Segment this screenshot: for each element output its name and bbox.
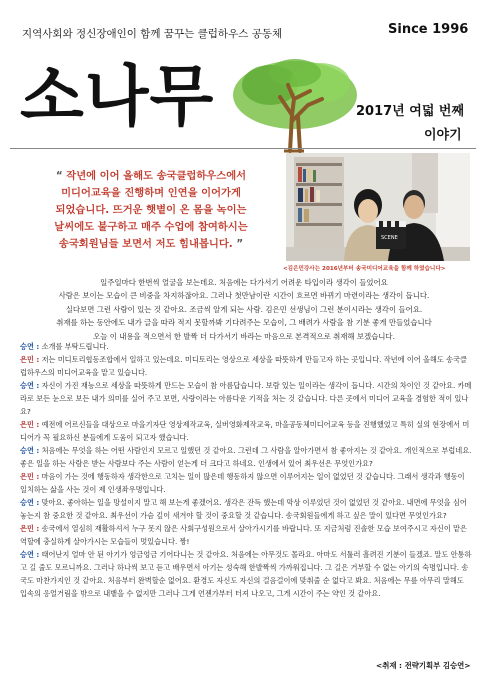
question-speaker-label: 승연 : bbox=[20, 342, 40, 351]
interview-question bbox=[20, 548, 472, 600]
reporter-credit: <취재 : 전략기획부 김승연> bbox=[376, 661, 471, 670]
qa-text: 예전에 어르신들을 대상으로 마을기자단 영상제작교육, 실버영화제작교육, 마을공동체미디어교육 등을 진행했었고 특히 실의 현장에서 미디어가 꼭 필요하신 분들에게 도움이 되고자 했습니다. bbox=[20, 420, 470, 442]
interview-question bbox=[20, 496, 472, 522]
open-quote-mark: “ bbox=[55, 170, 63, 182]
intro-line: 오늘 이 내용을 적으면서 한 발짝 더 다가서기 바라는 마음으로 본격적으로 취재해 보겠습니다. bbox=[93, 331, 395, 341]
issue-number: 2017년 여덟 번째 bbox=[356, 104, 465, 119]
answer-speaker-label: 은민 : bbox=[20, 420, 40, 429]
interview-answer bbox=[20, 470, 472, 496]
qa-text: 처음에는 무엇을 하는 어떤 사람인지 모르고 일했던 것 같아요. 그런데 그 사람을 알아가면서 참 좋아지는 것 같아요. 개인적으로 부럽네요. 좋은 일을 하는 사람은 받는 사람보다 주는 사람이 얻는게 더 크다고 하네요. 인생에서 있어 최우선은 무엇인가요? bbox=[20, 446, 472, 468]
interview-qa bbox=[20, 340, 472, 600]
answer-speaker-label: 은민 : bbox=[20, 355, 40, 364]
qa-text: 소개를 부탁드립니다. bbox=[41, 342, 109, 351]
intro-line: 사람은 보이는 모습이 큰 비중을 차지하잖아요. 그러나 첫만남이란 시간이 흐르면 바뀌기 마련이라는 생각이 듭니다. bbox=[58, 291, 430, 301]
quote-line-1: “ 작년에 이어 올해도 송국클럽하우스에서 bbox=[55, 170, 247, 182]
interview-photo bbox=[286, 153, 470, 261]
qa-text: 태어난지 얼마 안 된 아기가 엉금엉금 기어다니는 것 같아요. 처음에는 아무것도 몰라요. 아마도 서툴러 흘려진 기분이 들겠죠. 말도 안통하고 길 줄도 모르니까요. 그러나 하나씩 보고 듣고 배우면서 아기는 성숙해 한발짝씩 가까워집니다. 그 길은 거부할 수 없는 아기의 숙명입니다. 송국도 마찬가지인 것 같아요. 처음부터 완벽할순 없어요. 환경도 자신도 자신의 걸음걸이에 맞춰줄 순 없다고 봐요. 처음에는 무릎 아무리 말해도 입속의 응얼거림을 밖으로 내뱉을 수 없지만 그러나 그게 언젠가부터 터져 나오고, 그게 시간이 주는 약인 것 같아요. bbox=[20, 550, 472, 598]
question-speaker-label: 승연 : bbox=[20, 381, 40, 390]
question-speaker-label: 승연 : bbox=[20, 498, 40, 507]
intro-line: 일주일마다 한번씩 얼굴을 보는데요. 처음에는 다가서기 어려운 타입이라 생각이 들었어요 bbox=[100, 278, 388, 287]
qa-text: 저는 미디토리협동조합에서 일하고 있는데요. 미디토리는 영상으로 세상을 따뜻하게 만들고자 하는 곳입니다. 작년에 이어 올해도 송국클럽하우스의 미디어교육을 맡고 있습니다. bbox=[20, 355, 467, 377]
header-divider bbox=[10, 148, 476, 149]
quote-line-3: 되었습니다. 뜨거운 햇볕이 온 몸을 녹이는 bbox=[55, 204, 247, 216]
qa-text: 맞아요. 좋아하는 일을 망설이지 말고 해 보는게 좋겠어요. 생각은 잔득 했는데 막상 이루었던 것이 없었던 것 같아요. 내면에 무엇을 심어놓는지 참 중요한 것 같아요. 최우선이 가슴 깊이 새겨야 할 것이 중요할 것 같습니다. 송국회원들에게 하고 싶은 말이 있다면 무엇인가요? bbox=[20, 498, 467, 520]
qa-text: 자신이 가진 재능으로 세상을 따뜻하게 만드는 모습이 참 아름답습니다. 보람 있는 일이라는 생각이 듭니다. 시간의 차이인 것 같아요. 카메라로 보든 눈으로 보든 내가 의미를 실어 주고 보면, 사랑이라는 아름다운 기적을 처는 것 같습니다. 다른 곳에서 미디어 교육을 경험한 적이 있나요? bbox=[20, 381, 472, 416]
question-speaker-label: 승연 : bbox=[20, 446, 40, 455]
close-quote-mark: ” bbox=[236, 238, 244, 250]
qa-text: 송국에서 열심히 재활하셔서 누구 못지 않은 사회구성원으로서 살아가시기를 바랍니다. 또 지금처럼 진솔한 모습 보여주시고 자신이 맡은 역할에 충실하게 살아가시는 모습들이 멋있습니다. 짱! bbox=[20, 524, 467, 546]
clapperboard-text: SCENE bbox=[381, 235, 398, 241]
question-speaker-label: 승연 : bbox=[20, 550, 40, 559]
interview-question bbox=[20, 379, 472, 418]
intro-line: 취재를 하는 동안에도 내가 글을 따라 적지 못할까봐 기다려주는 모습이, 그 배려가 사람을 참 기분 좋게 만들었습니다 bbox=[56, 318, 432, 328]
since-year: Since 1996 bbox=[388, 22, 469, 37]
tagline: 지역사회와 정신장애인이 함께 꿈꾸는 클럽하우스 공동체 bbox=[22, 28, 283, 40]
interview-answer bbox=[20, 418, 472, 444]
pine-tree-illustration bbox=[230, 55, 360, 153]
quote-line-4: 날씨에도 불구하고 매주 수업에 참여하시는 bbox=[54, 221, 248, 233]
quote-line-5: 송국회원님들 보면서 저도 힘내봅니다. ” bbox=[58, 238, 244, 250]
quote-line-2: 미디어교육을 진행하며 인연을 이어가게 bbox=[61, 187, 241, 199]
interview-question bbox=[20, 340, 472, 353]
interview-question bbox=[20, 444, 472, 470]
intro-line: 실다보면 그런 사람이 있는 것 같아요. 조금씩 알게 되는 사람. 김은민 선생님이 그런 분이시라는 생각이 들어요. bbox=[65, 304, 423, 314]
interview-answer bbox=[20, 353, 472, 379]
answer-speaker-label: 은민 : bbox=[20, 472, 40, 481]
photo-caption: <김은민강사는 2016년부터 송국미디어교육을 함께 하였습니다> bbox=[283, 266, 446, 272]
pull-quote bbox=[26, 168, 276, 253]
newsletter-title: 소나무 bbox=[20, 58, 215, 135]
answer-speaker-label: 은민 : bbox=[20, 524, 40, 533]
story-label: 이야기 bbox=[424, 128, 462, 143]
qa-text: 마음이 가는 것에 행동하자 생각한으로 고치는 일이 많은데 행동하지 않으면 이루어지는 일이 없었던 것 같습니다. 그래서 생각과 행동이 일치하는 삶을 사는 것이 제 인생좌우명입니다. bbox=[20, 472, 465, 494]
interview-answer bbox=[20, 522, 472, 548]
intro-paragraph bbox=[14, 276, 474, 343]
